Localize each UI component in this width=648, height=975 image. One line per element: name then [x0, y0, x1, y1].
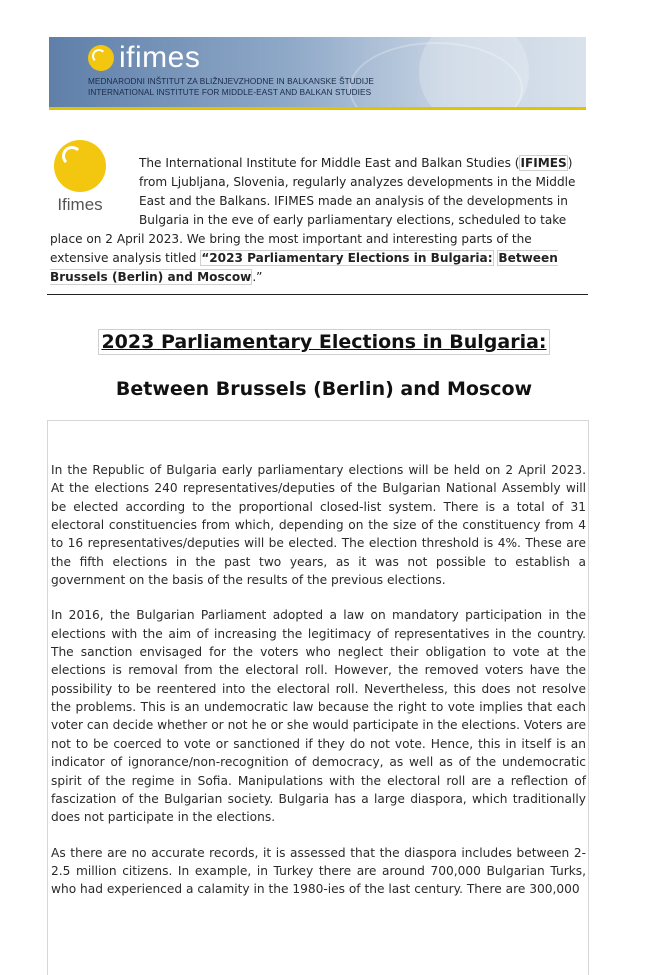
intro-text-2: ) from Ljubljana, Slovenia, regularly analyzes developments in the Middle East and the Balkans. IFIMES made an analysis of the developments in Bulgaria in the eve of early parliamentary elections, scheduled to take place on 2 April 2023. We bring the most important and interesting parts of the extensive analysis titled	[50, 156, 576, 265]
horizontal-divider	[47, 294, 588, 295]
intro-quoted-title-b: Between Brussels (Berlin) and Moscow	[50, 251, 558, 284]
intro-org-name: IFIMES	[520, 156, 567, 170]
banner-brand: ifimes	[119, 41, 201, 74]
intro-quoted-title-a: “2023 Parliamentary Elections in Bulgaria:	[201, 251, 493, 265]
logo-spacer	[50, 154, 139, 230]
intro-logo-name: Ifimes	[57, 195, 103, 214]
banner-globe	[419, 37, 529, 110]
body-paragraph: As there are no accurate records, it is assessed that the diaspora includes between 2-2.5 million citizens. In example, in Turkey there are around 700,000 Bulgarian Turks, who had experienced a calamity in the 1980-ies of the last century. There are 300,000	[51, 845, 586, 897]
article-body	[51, 461, 586, 916]
ifimes-logo-icon	[88, 45, 114, 71]
header-banner	[49, 37, 586, 110]
body-paragraph: In the Republic of Bulgaria early parliamentary elections will be held on 2 April 2023. At the elections 240 representatives/deputies of the Bulgarian National Assembly will be elected according to the proportional closed-list system. There is a total of 31 electoral constituencies from which, depending on the size of the constituency from 4 to 16 representatives/deputies will be elected. The election threshold is 4%. These are the fifth elections in the past two years, as it was not possible to establish a government on the basis of the results of the previous elections.	[51, 463, 586, 588]
document-title	[0, 331, 648, 353]
banner-subtitle-sl: MEDNARODNI INŠTITUT ZA BLIŽNJEVZHODNE IN BALKANSKE ŠTUDIJE	[88, 77, 374, 86]
title-line-1: 2023 Parliamentary Elections in Bulgaria:	[98, 329, 549, 355]
intro-paragraph	[50, 154, 588, 287]
intro-text-1: The International Institute for Middle East and Balkan Studies (	[139, 156, 520, 170]
article-text-box	[47, 420, 589, 975]
body-paragraph: In 2016, the Bulgarian Parliament adopted a law on mandatory participation in the elections with the aim of increasing the legitimacy of representatives in the country. The sanction envisaged for the voters who neglect their obligation to vote at the elections is removal from the electoral roll. However, the removed voters have the possibility to be reentered into the electoral roll. Nevertheless, this does not resolve the problems. This is an undemocratic law because the right to vote implies that each voter can decide whether or not he or she would participate in the elections. Voters are not to be coerced to vote or sanctioned if they do not vote. Hence, this in itself is an indicator of ignorance/non-recognition of democracy, as well as of the undemocratic spirit of the regime in Sofia. Manipulations with the electoral roll are a reflection of fascization of the Bulgarian society. Bulgaria has a large diaspora, which traditionally does not participate in the elections.	[51, 608, 586, 825]
document-subtitle: Between Brussels (Berlin) and Moscow	[115, 378, 533, 400]
banner-subtitle-en: INTERNATIONAL INSTITUTE FOR MIDDLE-EAST AND BALKAN STUDIES	[88, 88, 372, 97]
intro-ending: .”	[252, 270, 263, 284]
